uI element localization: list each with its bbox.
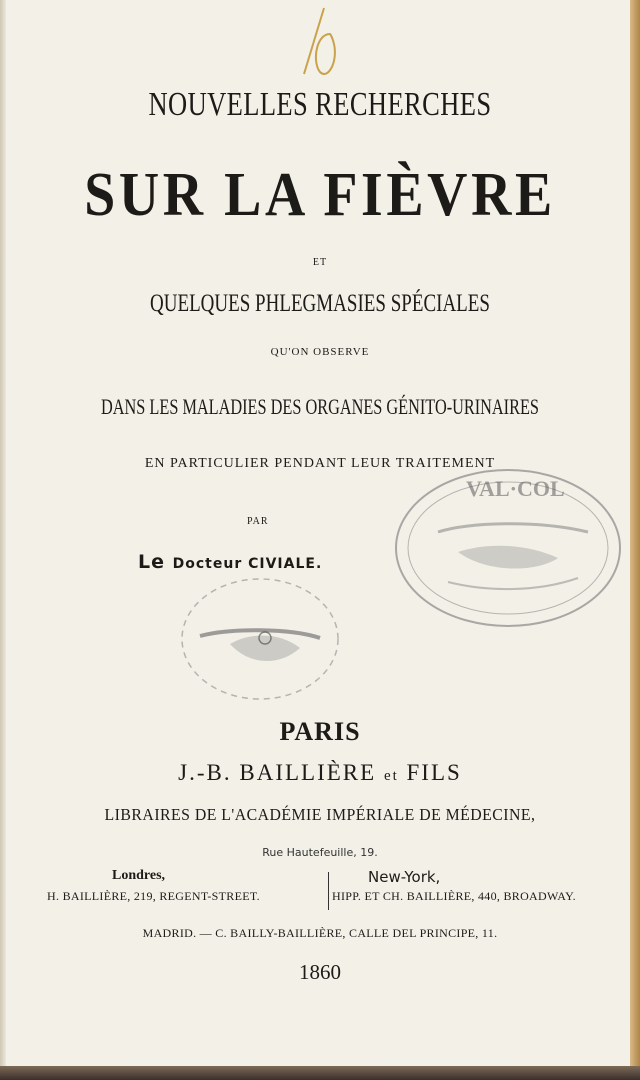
page-right-edge — [630, 0, 640, 1080]
title-line-3: QUELQUES PHLEGMASIES SPÉCIALES — [150, 290, 490, 317]
page-bottom-edge — [0, 1066, 640, 1080]
manuscript-mark — [294, 4, 342, 82]
title-line-6: EN PARTICULIER PENDANT LEUR TRAITEMENT — [144, 456, 496, 471]
imprint-city: PARIS — [279, 717, 361, 746]
author-prefix: Le — [138, 551, 165, 573]
title-conjunction: ET — [312, 257, 328, 268]
column-divider — [328, 872, 329, 910]
london-address: H. BAILLIÈRE, 219, REGENT-STREET. — [47, 889, 260, 903]
madrid-line: MADRID. — C. BAILLY-BAILLIÈRE, CALLE DEL PRINCIPE, 11. — [142, 926, 498, 940]
publication-year: 1860 — [299, 960, 341, 984]
publisher-fils: FILS — [406, 760, 462, 785]
author-by: PAR — [247, 516, 269, 527]
publisher-role: LIBRAIRES DE L'ACADÉMIE IMPÉRIALE DE MÉDECINE, — [104, 805, 536, 824]
publisher-name — [0, 760, 640, 786]
publisher-address: Rue Hautefeuille, 19. — [262, 846, 378, 859]
title-main: SUR LA FIÈVRE — [84, 161, 556, 229]
newyork-city: New-York, — [368, 868, 441, 886]
page-left-edge — [0, 0, 6, 1080]
stamp-text: VAL·COL — [466, 476, 565, 501]
library-stamp-small — [170, 566, 350, 712]
title-line-4: QU'ON OBSERVE — [270, 346, 370, 358]
publisher-initials: J.-B. — [178, 760, 232, 785]
newyork-address: HIPP. ET CH. BAILLIÈRE, 440, BROADWAY. — [332, 889, 576, 903]
author-name-rest: Docteur CIVIALE. — [172, 556, 323, 572]
library-stamp-large — [388, 462, 628, 634]
title-line-1: NOUVELLES RECHERCHES — [148, 86, 492, 123]
title-line-5: DANS LES MALADIES DES ORGANES GÉNITO-URINAIRES — [101, 394, 539, 419]
publisher-surname: BAILLIÈRE — [239, 760, 377, 785]
london-city: Londres, — [112, 868, 166, 883]
publisher-et: et — [383, 768, 399, 784]
